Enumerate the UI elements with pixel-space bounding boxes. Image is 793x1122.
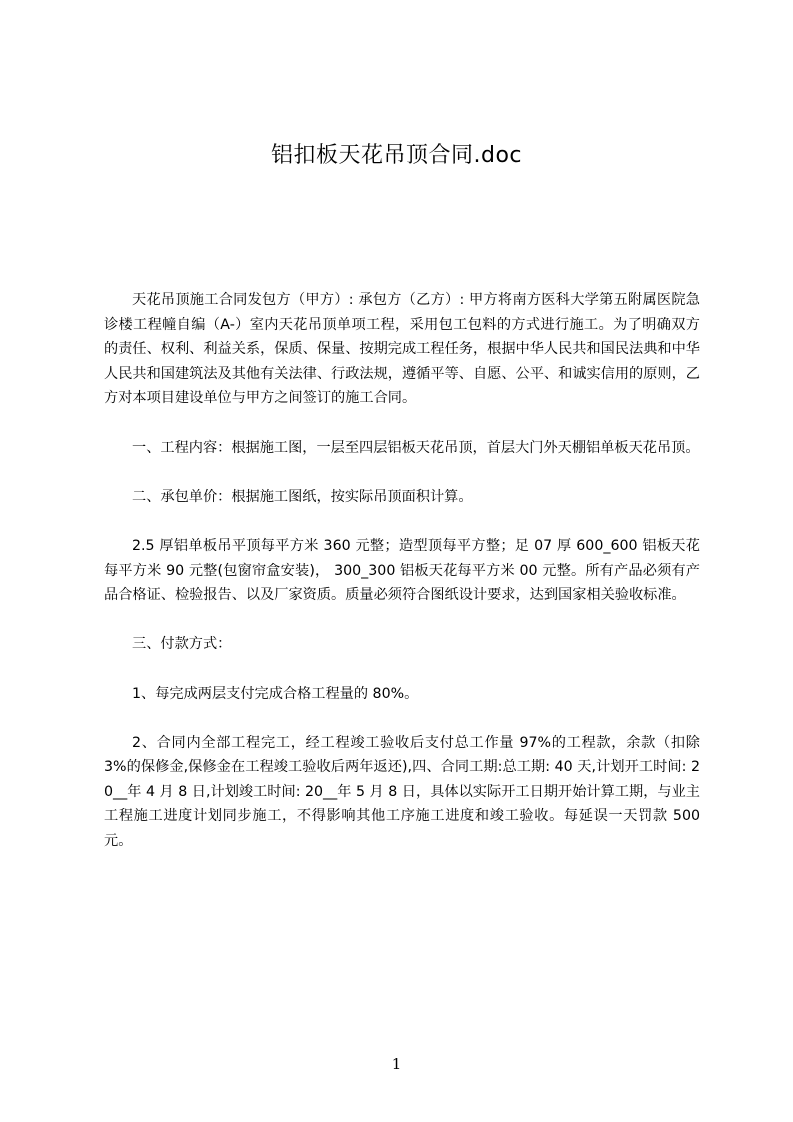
paragraph-project-content: 一、工程内容：根据施工图，一层至四层铝板天花吊顶，首层大门外天棚铝单板天花吊顶。 xyxy=(132,439,700,456)
paragraph-price-details: 2.5 厚铝单板吊平顶每平方米 360 元整；造型顶每平方整；足 07 厚 600_600 铝板天花每平方米 90 元整(包窗帘盒安装)， 300_300 铝板天花每平方米 00 元整。所有产品必须有产品合格证、检验报告、以及厂家资质。质量必须符合图纸设计要求，达到国家相关验收标准。 xyxy=(104,537,700,604)
paragraph-payment-heading: 三、付款方式： xyxy=(132,636,232,653)
document-body xyxy=(104,288,700,878)
paragraph-payment-item-1: 1、每完成两层支付完成合格工程量的 80%。 xyxy=(132,685,419,702)
paragraph-intro: 天花吊顶施工合同发包方（甲方）: 承包方（乙方）: 甲方将南方医科大学第五附属医院急诊楼工程幢自编（A-）室内天花吊顶单项工程，采用包工包料的方式进行施工。为了明确双方的责任、权利、利益关系，保质、保量、按期完成工程任务，根据中华人民共和国民法典和中华人民共和国建筑法及其他有关法律、行政法规，遵循平等、自愿、公平、和诚实信用的原则，乙方对本项目建设单位与甲方之间签订的施工合同。 xyxy=(104,292,700,407)
document-title: 铝扣板天花吊顶合同.doc xyxy=(270,143,522,168)
paragraph-contract-unit-price: 二、承包单价：根据施工图纸，按实际吊顶面积计算。 xyxy=(132,488,473,505)
paragraph-payment-item-2: 2、合同内全部工程完工，经工程竣工验收后支付总工作量 97%的工程款，余款（扣除 3%的保修金,保修金在工程竣工验收后两年返还),四、合同工期:总工期: 40 天,计划开工时间: 20__年 4 月 8 日,计划竣工时间: 20__年 5 月 8 日，具体以实际开工日期开始计算工期，与业主工程施工进度计划同步施工，不得影响其他工序施工进度和竣工验收。每延误一天罚款 500 元。 xyxy=(104,734,700,850)
page-number: 1 xyxy=(391,1055,402,1073)
